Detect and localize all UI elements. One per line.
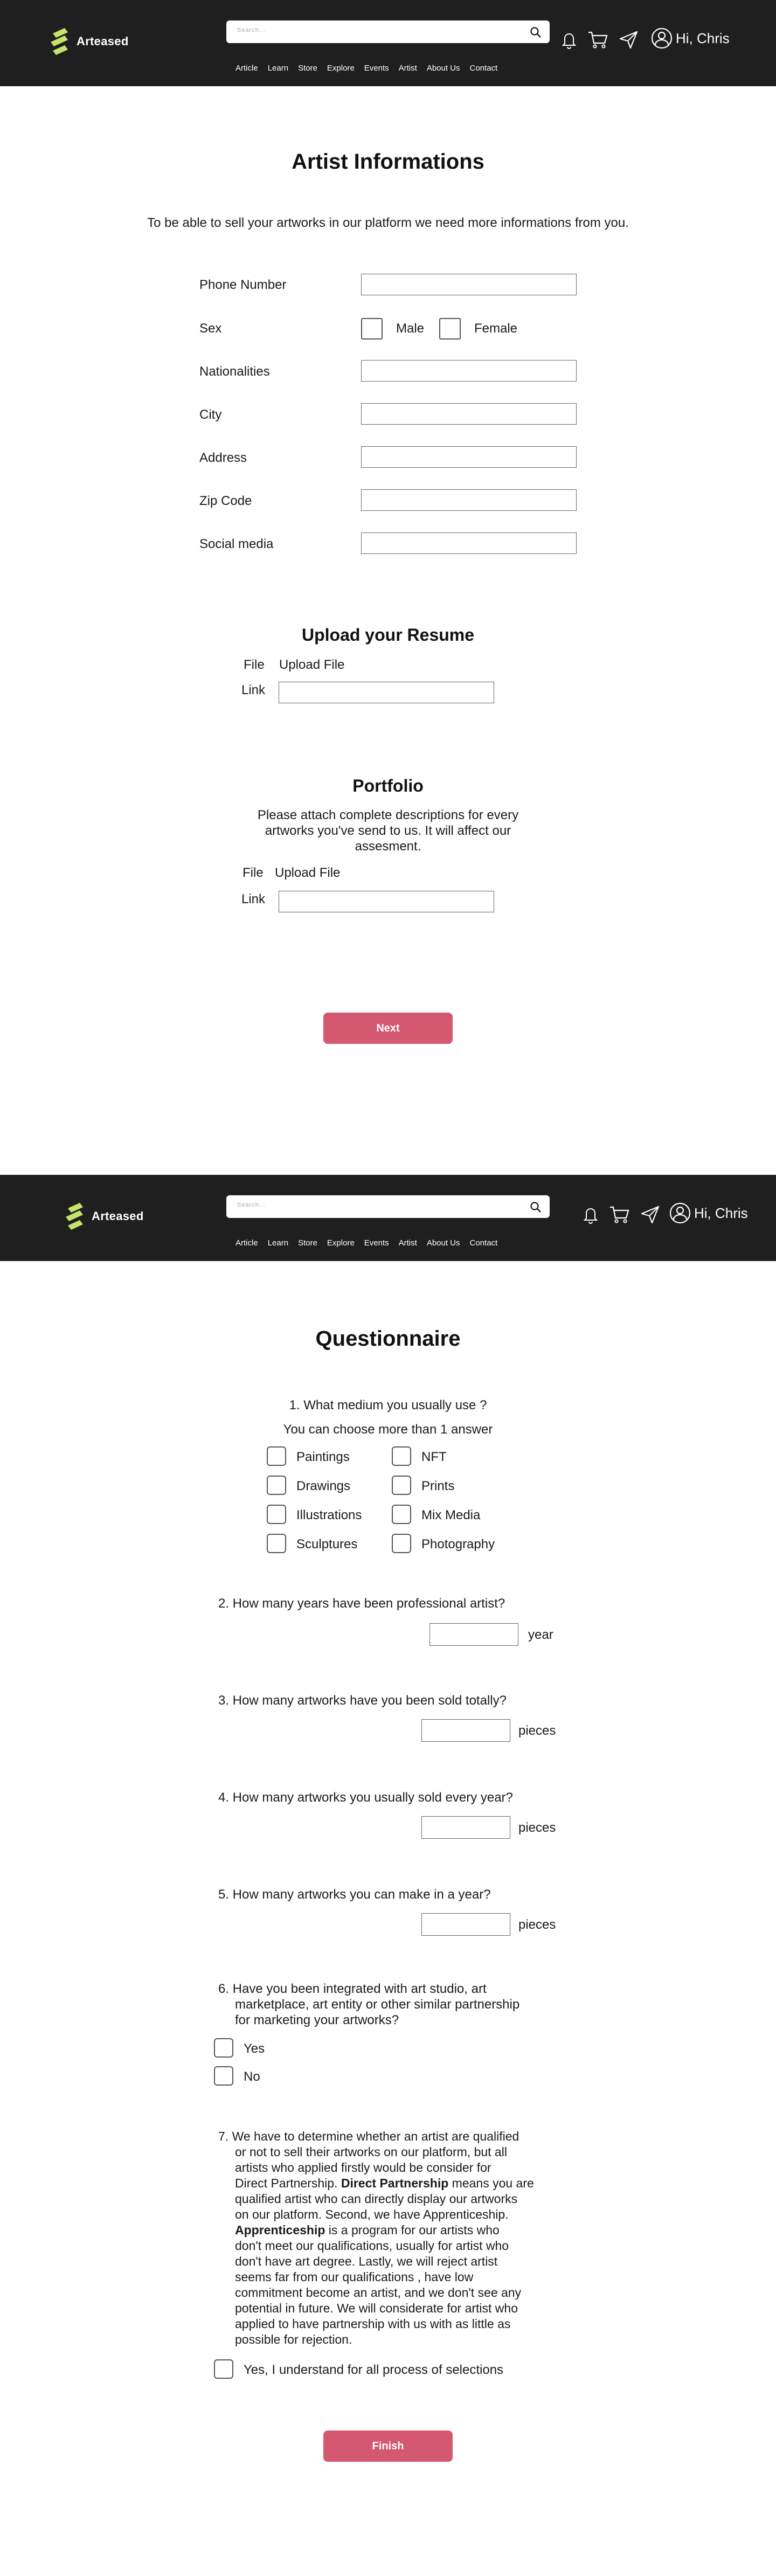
portfolio-desc-line: artworks you've send to us. It will affect our [265,823,511,838]
male-checkbox[interactable] [361,318,383,340]
q7-line: artists who applied firstly would be consider for [235,2160,491,2175]
yearly-made-unit: pieces [518,1917,556,1932]
q1-question: 1. What medium you usually use ? [289,1398,487,1412]
page-title: Artist Informations [292,150,484,174]
address-field[interactable] [361,446,577,468]
social-field[interactable] [361,532,577,554]
bell-icon[interactable] [560,30,578,50]
yearly-sold-field[interactable] [421,1816,510,1839]
medium-label-mix-media: Mix Media [421,1508,481,1522]
nav-item-events[interactable]: Events [364,64,389,73]
search-icon[interactable] [529,26,542,39]
logo[interactable] [64,1201,144,1232]
agree-checkbox[interactable] [214,2359,233,2379]
nav-item-learn[interactable]: Learn [267,64,289,73]
resume-link-field[interactable] [279,682,494,703]
search-bar[interactable] [226,20,550,43]
years-field[interactable] [429,1623,518,1646]
send-icon[interactable] [640,1205,661,1224]
zip-field[interactable] [361,489,577,511]
agree-label: Yes, I understand for all process of selections [244,2363,504,2377]
q7-line: don't have art degree. Lastly, we will reject artist [235,2254,498,2268]
nationalities-label: Nationalities [199,364,270,379]
top-header [0,1175,776,1261]
nav-item-explore[interactable]: Explore [327,64,355,73]
nav-item-artist[interactable]: Artist [398,64,417,73]
nav-item-about-us[interactable]: About Us [426,64,460,73]
yearly-made-field[interactable] [421,1913,510,1936]
q7-line: don't meet our qualifications, usually for artist who [235,2239,509,2253]
nationalities-field[interactable] [361,360,577,382]
nav-item-about-us[interactable]: About Us [426,1238,460,1248]
q7-text: is a program for our artists who [325,2223,500,2237]
q7-text: Direct Partnership. [235,2176,341,2190]
portfolio-link-label: Link [241,892,266,906]
q7-line: 7. We have to determine whether an artist are qualified [218,2129,519,2143]
q7-bold-term: Apprenticeship [235,2223,325,2237]
user-avatar-icon [651,27,673,49]
user-menu[interactable] [669,1202,748,1224]
user-greeting: Hi, Chris [676,30,730,46]
medium-label-nft: NFT [421,1450,447,1464]
resume-upload-link[interactable]: Upload File [279,657,345,672]
send-icon[interactable] [619,30,639,50]
q7-bold-term: Direct Partnership [341,2176,449,2190]
search-input[interactable]: Search... [237,1202,266,1208]
city-field[interactable] [361,403,577,425]
medium-checkbox-drawings[interactable] [267,1476,286,1495]
logo-icon [64,1201,87,1232]
q7-line: seems far from our qualifications , have low [235,2270,474,2284]
city-label: City [199,407,222,422]
q4-question: 4. How many artworks you usually sold every year? [218,1790,513,1805]
finish-button[interactable]: Finish [323,2430,453,2462]
medium-checkbox-photography[interactable] [392,1534,411,1553]
total-sold-field[interactable] [421,1719,510,1742]
medium-checkbox-illustrations[interactable] [267,1505,286,1524]
search-input[interactable]: Search... [237,27,266,33]
nav-item-article[interactable]: Article [235,64,258,73]
intro-text: To be able to sell your artworks in our platform we need more informations from you. [147,216,629,230]
portfolio-file-label: File [242,865,264,880]
medium-checkbox-sculptures[interactable] [267,1534,286,1553]
nav-item-learn[interactable]: Learn [267,1238,289,1248]
medium-label-paintings: Paintings [296,1450,350,1464]
medium-checkbox-prints[interactable] [392,1476,411,1495]
q2-question: 2. How many years have been professional artist? [218,1596,505,1611]
search-icon[interactable] [529,1201,542,1214]
medium-label-drawings: Drawings [296,1479,351,1493]
phone-label: Phone Number [199,278,287,292]
portfolio-desc-line: assesment. [355,839,421,854]
yearly-sold-unit: pieces [518,1820,556,1835]
q7-line: commitment become an artist, and we don't see any [235,2286,522,2300]
medium-label-illustrations: Illustrations [296,1508,362,1522]
cart-icon[interactable] [609,1205,630,1224]
nav-item-events[interactable]: Events [364,1238,389,1248]
top-header [0,0,776,86]
integrated-yes-checkbox[interactable] [214,2038,233,2058]
nav-item-store[interactable]: Store [298,1238,317,1248]
q3-question: 3. How many artworks have you been sold totally? [218,1693,507,1708]
portfolio-link-field[interactable] [279,891,494,912]
q7-line: potential in future. We will considerate for artist who [235,2301,518,2315]
user-greeting: Hi, Chris [694,1204,748,1221]
medium-checkbox-mix-media[interactable] [392,1505,411,1524]
q6-question-line: marketplace, art entity or other similar partnership [235,1997,520,2012]
nav-item-contact[interactable]: Contact [469,64,498,73]
q7-line: or not to sell their artworks on our platform, but all [235,2145,507,2159]
logo-text: Arteased [92,1209,144,1223]
q7-line [235,2222,500,2239]
zip-label: Zip Code [199,494,252,508]
logo-text: Arteased [77,34,129,48]
nav-item-explore[interactable]: Explore [327,1238,355,1248]
years-unit: year [528,1628,553,1642]
logo[interactable] [48,26,129,57]
user-menu[interactable] [651,27,730,49]
q7-line: qualified artist who can directly display our artworks [235,2192,518,2206]
total-sold-unit: pieces [518,1723,556,1738]
integrated-no-checkbox[interactable] [214,2066,233,2086]
portfolio-upload-link[interactable]: Upload File [275,865,341,880]
main-nav [235,64,497,73]
social-label: Social media [199,537,274,551]
integrated-yes-label: Yes [244,2041,265,2056]
medium-label-prints: Prints [421,1479,455,1493]
nav-item-store[interactable]: Store [298,64,317,73]
user-avatar-icon [669,1202,691,1224]
male-label: Male [396,321,425,336]
q6-question-line: for marketing your artworks? [235,2013,399,2027]
logo-icon [48,26,72,57]
q7-line: possible for rejection. [235,2332,352,2346]
main-nav [235,1238,497,1248]
sex-label: Sex [199,321,222,336]
phone-field[interactable] [361,274,577,295]
female-checkbox[interactable] [439,318,461,340]
nav-item-article[interactable]: Article [235,1238,258,1248]
cart-icon[interactable] [587,30,609,50]
resume-file-label: File [244,657,265,672]
portfolio-desc-line: Please attach complete descriptions for every [257,808,519,822]
search-bar[interactable] [226,1195,550,1218]
q6-question-line: 6. Have you been integrated with art studio, art [218,1982,487,1996]
q7-text: means you are [448,2176,534,2190]
q7-line [235,2176,534,2192]
medium-checkbox-paintings[interactable] [267,1446,286,1466]
medium-label-sculptures: Sculptures [296,1537,358,1552]
medium-checkbox-nft[interactable] [392,1446,411,1466]
next-button[interactable]: Next [323,1013,453,1044]
q7-line: applied to have partnership with us with as little as [235,2317,511,2331]
q5-question: 5. How many artworks you can make in a year? [218,1887,491,1902]
resume-title: Upload your Resume [301,625,475,645]
bell-icon[interactable] [582,1205,599,1224]
portfolio-title: Portfolio [352,776,424,795]
integrated-no-label: No [244,2069,260,2084]
resume-link-label: Link [241,683,266,697]
nav-item-contact[interactable]: Contact [469,1238,498,1248]
questionnaire-title: Questionnaire [315,1327,461,1351]
address-label: Address [199,451,247,465]
q1-hint: You can choose more than 1 answer [283,1422,493,1437]
nav-item-artist[interactable]: Artist [398,1238,417,1248]
female-label: Female [474,321,518,336]
q7-line: on our platform. Second, we have Apprenticeship. [235,2207,509,2221]
medium-label-photography: Photography [421,1537,495,1552]
